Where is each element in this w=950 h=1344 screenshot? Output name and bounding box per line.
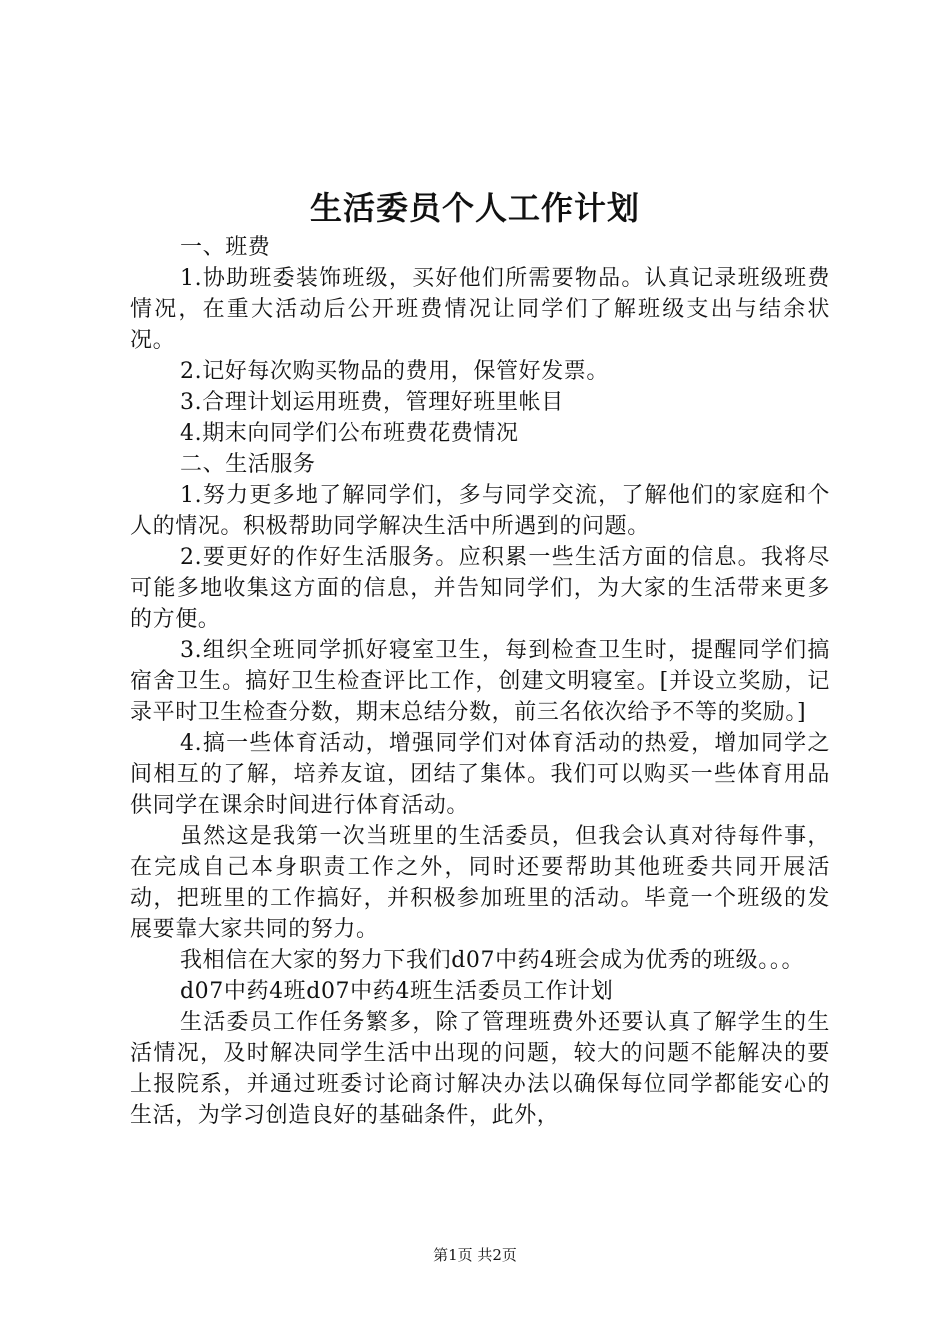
paragraph: 4.搞一些体育活动，增强同学们对体育活动的热爱，增加同学之间相互的了解，培养友谊，团结了集体。我们可以购买一些体育用品供同学在课余时间进行体育活动。 [130, 731, 830, 818]
paragraph: 我相信在大家的努力下我们d07中药4班会成为优秀的班级。。。 [180, 948, 805, 973]
paragraph: 2.记好每次购买物品的费用，保管好发票。 [180, 359, 609, 384]
section-heading-life-service: 二、生活服务 [180, 452, 316, 477]
section-heading-class-fees: 一、班费 [180, 235, 271, 260]
document-title: 生活委员个人工作计划 [309, 189, 640, 227]
paragraph: 4.期末向同学们公布班费花费情况 [180, 421, 519, 446]
subtitle-line: d07中药4班d07中药4班生活委员工作计划 [180, 979, 614, 1004]
page-footer: 第1页 共2页 [433, 1246, 517, 1264]
paragraph: 3.组织全班同学抓好寝室卫生，每到检查卫生时，提醒同学们搞宿舍卫生。搞好卫生检查评比工作，创建文明寝室。[并设立奖励，记录平时卫生检查分数，期末总结分数，前三名依次给予不等的奖励。] [130, 638, 830, 725]
paragraph: 虽然这是我第一次当班里的生活委员，但我会认真对待每件事，在完成自己本身职责工作之外，同时还要帮助其他班委共同开展活动，把班里的工作搞好，并积极参加班里的活动。毕竟一个班级的发展要靠大家共同的努力。 [130, 824, 830, 942]
paragraph: 1.努力更多地了解同学们，多与同学交流，了解他们的家庭和个人的情况。积极帮助同学解决生活中所遇到的问题。 [130, 483, 830, 539]
paragraph: 1.协助班委装饰班级，买好他们所需要物品。认真记录班级班费情况，在重大活动后公开班费情况让同学们了解班级支出与结余状况。 [130, 266, 830, 353]
paragraph: 2.要更好的作好生活服务。应积累一些生活方面的信息。我将尽可能多地收集这方面的信息，并告知同学们，为大家的生活带来更多的方便。 [130, 545, 830, 632]
paragraph: 生活委员工作任务繁多，除了管理班费外还要认真了解学生的生活情况，及时解决同学生活中出现的问题，较大的问题不能解决的要上报院系，并通过班委讨论商讨解决办法以确保每位同学都能安心的生活，为学习创造良好的基础条件，此外， [130, 1010, 830, 1128]
paragraph: 3.合理计划运用班费，管理好班里帐目 [180, 390, 564, 415]
document-body [130, 232, 830, 1131]
